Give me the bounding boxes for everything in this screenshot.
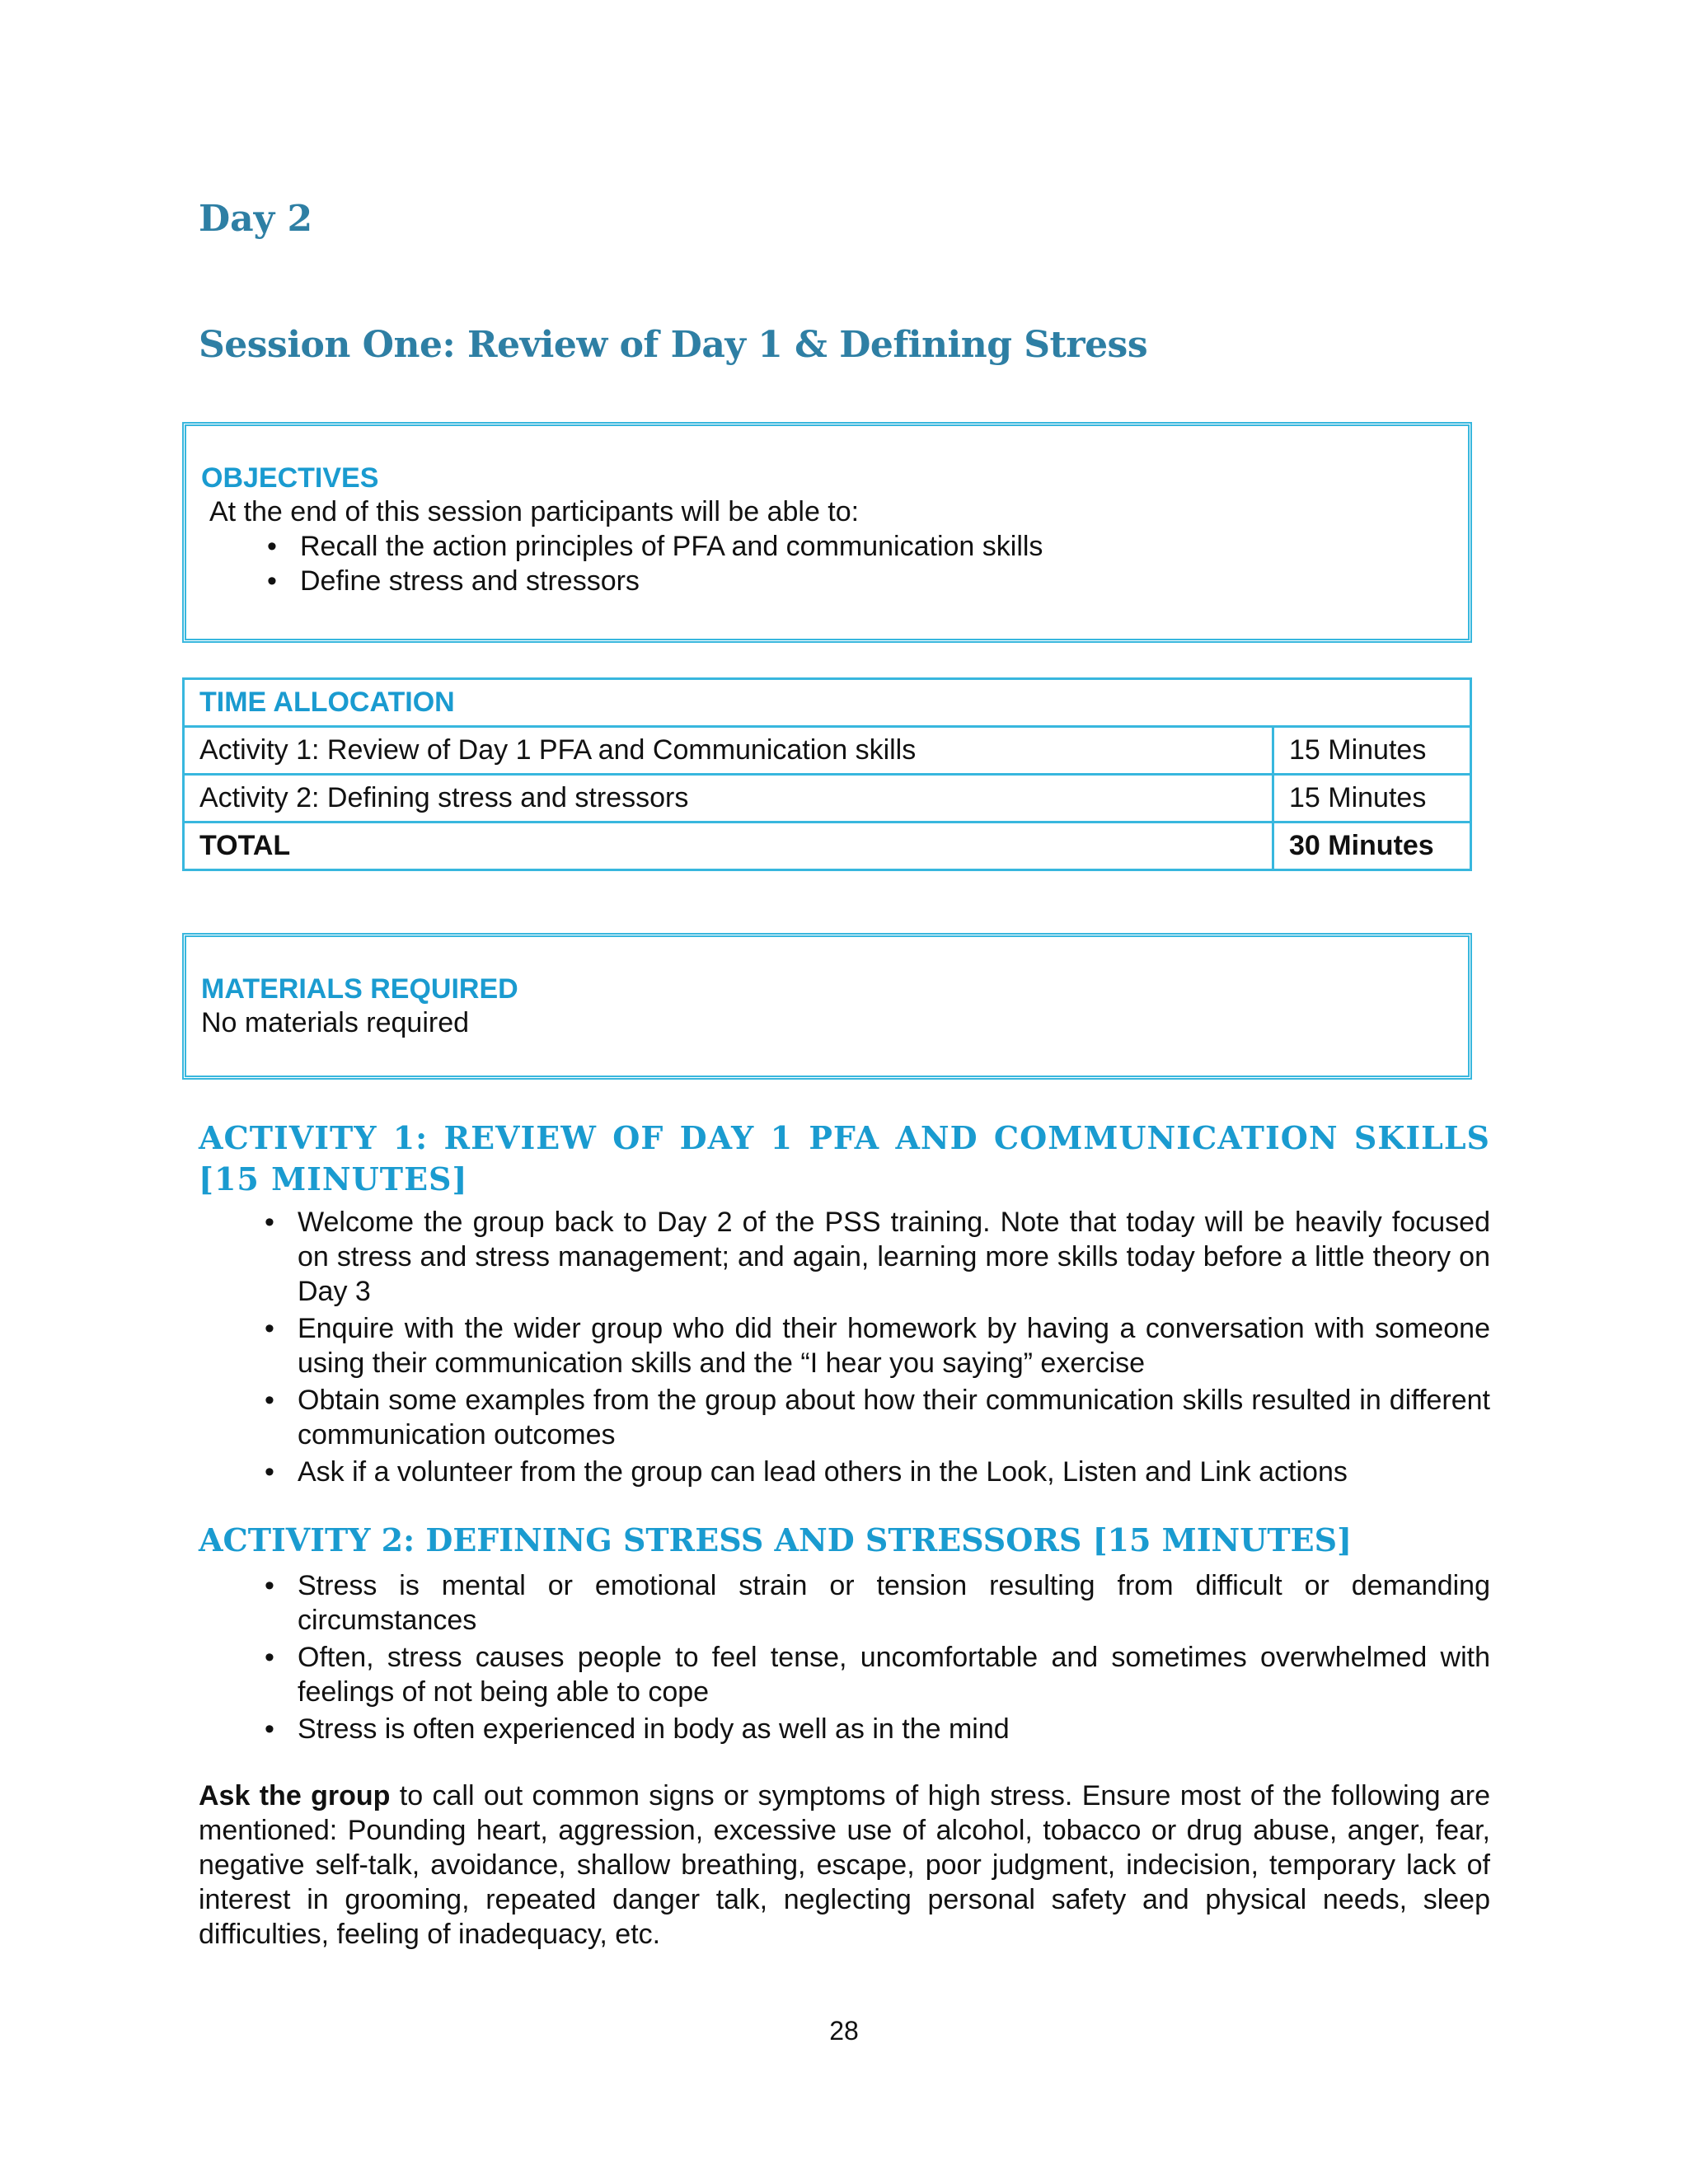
activity1-heading: ACTIVITY 1: REVIEW OF DAY 1 PFA AND COMMUNICATION SKILLS [15 MINUTES] [199,1119,1490,1197]
day-title: Day 2 [199,198,313,240]
total-row [184,823,1471,870]
total-label: TOTAL [184,823,1273,870]
materials-label: MATERIALS REQUIRED [201,973,518,1005]
activity2-heading: ACTIVITY 2: DEFINING STRESS AND STRESSORS [15 MINUTES] [199,1521,1353,1558]
list-item: • Often, stress causes people to feel tense, uncomfortable and sometimes overwhelmed with feelings of not being able to cope [199,1640,1490,1709]
materials-text: No materials required [201,1007,470,1038]
time-allocation-table [182,677,1472,871]
list-item: • Stress is mental or emotional strain or tension resulting from difficult or demanding circumstances [199,1568,1490,1638]
activity-cell: Activity 2: Defining stress and stressors [184,775,1273,823]
activity1-list [199,1205,1490,1492]
objective-item: • Recall the action principles of PFA and communication skills [201,529,1468,564]
ask-group-bold: Ask the group [199,1780,391,1811]
materials-box [182,933,1472,1080]
session-title: Session One: Review of Day 1 & Defining Stress [199,324,1148,366]
duration-cell: 15 Minutes [1273,775,1471,823]
time-allocation-header-row [184,679,1471,727]
objectives-intro: At the end of this session participants will be able to: [209,496,860,527]
list-item: • Obtain some examples from the group about how their communication skills resulted in different communication outcomes [199,1383,1490,1452]
ask-group-paragraph [199,1779,1490,1952]
ask-group-text: to call out common signs or symptoms of high stress. Ensure most of the following are mentioned: Pounding heart, aggression, excessive use of alcohol, tobacco or drug abuse, anger, fear, negative self-talk, avoidance, shallow breathing, escape, poor judgment, indecision, temporary lack of interest in grooming, repeated danger talk, neglecting personal safety and physical needs, sleep difficulties, feeling of inadequacy, etc. [199,1780,1491,1950]
objectives-label: OBJECTIVES [201,462,379,494]
total-duration: 30 Minutes [1273,823,1471,870]
time-allocation-label: TIME ALLOCATION [184,679,1471,727]
objectives-list [201,529,1468,598]
duration-cell: 15 Minutes [1273,727,1471,775]
objectives-box [182,422,1472,643]
activity-cell: Activity 1: Review of Day 1 PFA and Communication skills [184,727,1273,775]
table-row [184,727,1471,775]
activity2-list [199,1568,1490,1749]
table-row [184,775,1471,823]
list-item: • Welcome the group back to Day 2 of the PSS training. Note that today will be heavily focused on stress and stress management; and again, learning more skills today before a little theory on Day 3 [199,1205,1490,1309]
list-item: • Ask if a volunteer from the group can lead others in the Look, Listen and Link actions [199,1455,1490,1489]
list-item: • Stress is often experienced in body as well as in the mind [199,1712,1490,1746]
page-number: 28 [829,2016,859,2046]
objective-item: • Define stress and stressors [201,564,1468,598]
list-item: • Enquire with the wider group who did their homework by having a conversation with someone using their communication skills and the “I hear you saying” exercise [199,1311,1490,1380]
